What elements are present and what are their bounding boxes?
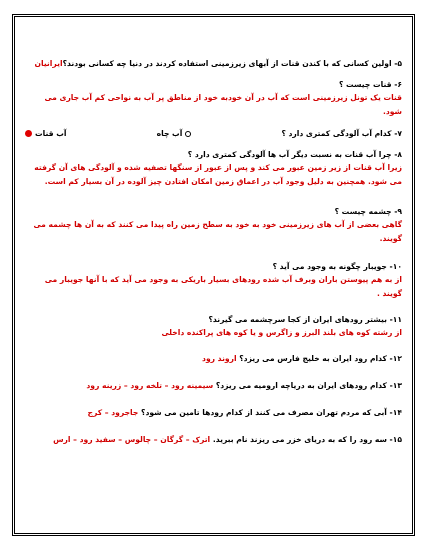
question-11-text: ۱۱- بیشتر رودهای ایران از کجا سرچشمه می گیرند؟ (208, 315, 402, 324)
question-12 (25, 352, 402, 365)
question-10-text: ۱۰- جویبار چگونه به وجود می آید ؟ (272, 262, 402, 271)
answer-5: ایرانیان (34, 59, 63, 68)
option-qanat-water[interactable]: آب قنات (25, 127, 66, 140)
answer-11: از رشته کوه های بلند البرز و زاگرس و یا کوه های پراکنده داخلی (161, 328, 402, 337)
answer-13: سیمینه رود – تلخه رود – زرینه رود (86, 381, 214, 390)
question-11 (25, 313, 402, 340)
answer-8: زیرا آب قنات از زیر زمین عبور می کند و پس از عبور از سنگها تصفیه شده و آلودگی های آن گرفته می شود. همچنین به دلیل وجود آب در اعماق زمین امکان افتادن چیز آلوده در آن بسیار کم است. (34, 163, 402, 186)
question-8 (25, 148, 402, 189)
question-10 (25, 260, 402, 301)
question-15 (25, 433, 402, 446)
question-14 (25, 406, 402, 419)
question-13 (25, 379, 402, 392)
question-13-text: ۱۳- کدام رودهای ایران به دریاچه ارومیه می ریزد؟ (215, 381, 402, 390)
question-6-text: ۶- قنات چیست ؟ (338, 80, 402, 89)
question-6 (25, 78, 402, 119)
question-14-text: ۱۴- آبی که مردم تهران مصرف می کنند از کدام رودها تامین می شود؟ (141, 408, 402, 417)
page-border (12, 14, 415, 536)
question-7 (25, 127, 402, 140)
question-8-text: ۸- چرا آب قنات به نسبت دیگر آب ها آلودگی کمتری دارد ؟ (187, 150, 402, 159)
option-well-water[interactable]: آب چاه (157, 127, 192, 140)
question-12-text: ۱۲- کدام رود ایران به خلیج فارس می ریزد؟ (239, 354, 402, 363)
answer-6: قنات یک تونل زیرزمینی است که آب در آن خودبه خود از مناطق پر آب به نواحی کم آب جاری می شود. (44, 93, 402, 116)
answer-15: اترک – گرگان – چالوس – سفید رود – ارس (53, 435, 211, 444)
answer-10: از به هم پیوستن باران وبرف آب شده رودهای بسیار باریکی به وجود می آید که با آنها جویبار می گویند . (44, 275, 402, 298)
answer-14: جاجرود – کرج (87, 408, 139, 417)
question-9-text: ۹- چشمه چیست ؟ (334, 207, 402, 216)
question-5 (25, 57, 402, 70)
question-15-text: ۱۵- سه رود را که به دریای خزر می ریزند نام ببرید. (212, 435, 402, 444)
radio-selected-icon (25, 130, 32, 137)
radio-empty-icon (185, 131, 191, 137)
question-9 (25, 205, 402, 246)
question-7-text: ۷- کدام آب آلودگی کمتری دارد ؟ (281, 129, 402, 138)
answer-12: اروند رود (202, 354, 237, 363)
answer-9: گاهی بعضی از آب های زیرزمینی خود به خود به سطح زمین راه پیدا می کنند که به آن ها چشمه می گویند. (33, 220, 402, 243)
question-5-text: ۵- اولین کسانی که با کندن قنات از آبهای زیرزمینی استفاده کردند در دنیا چه کسانی بودند؟ (62, 59, 402, 68)
